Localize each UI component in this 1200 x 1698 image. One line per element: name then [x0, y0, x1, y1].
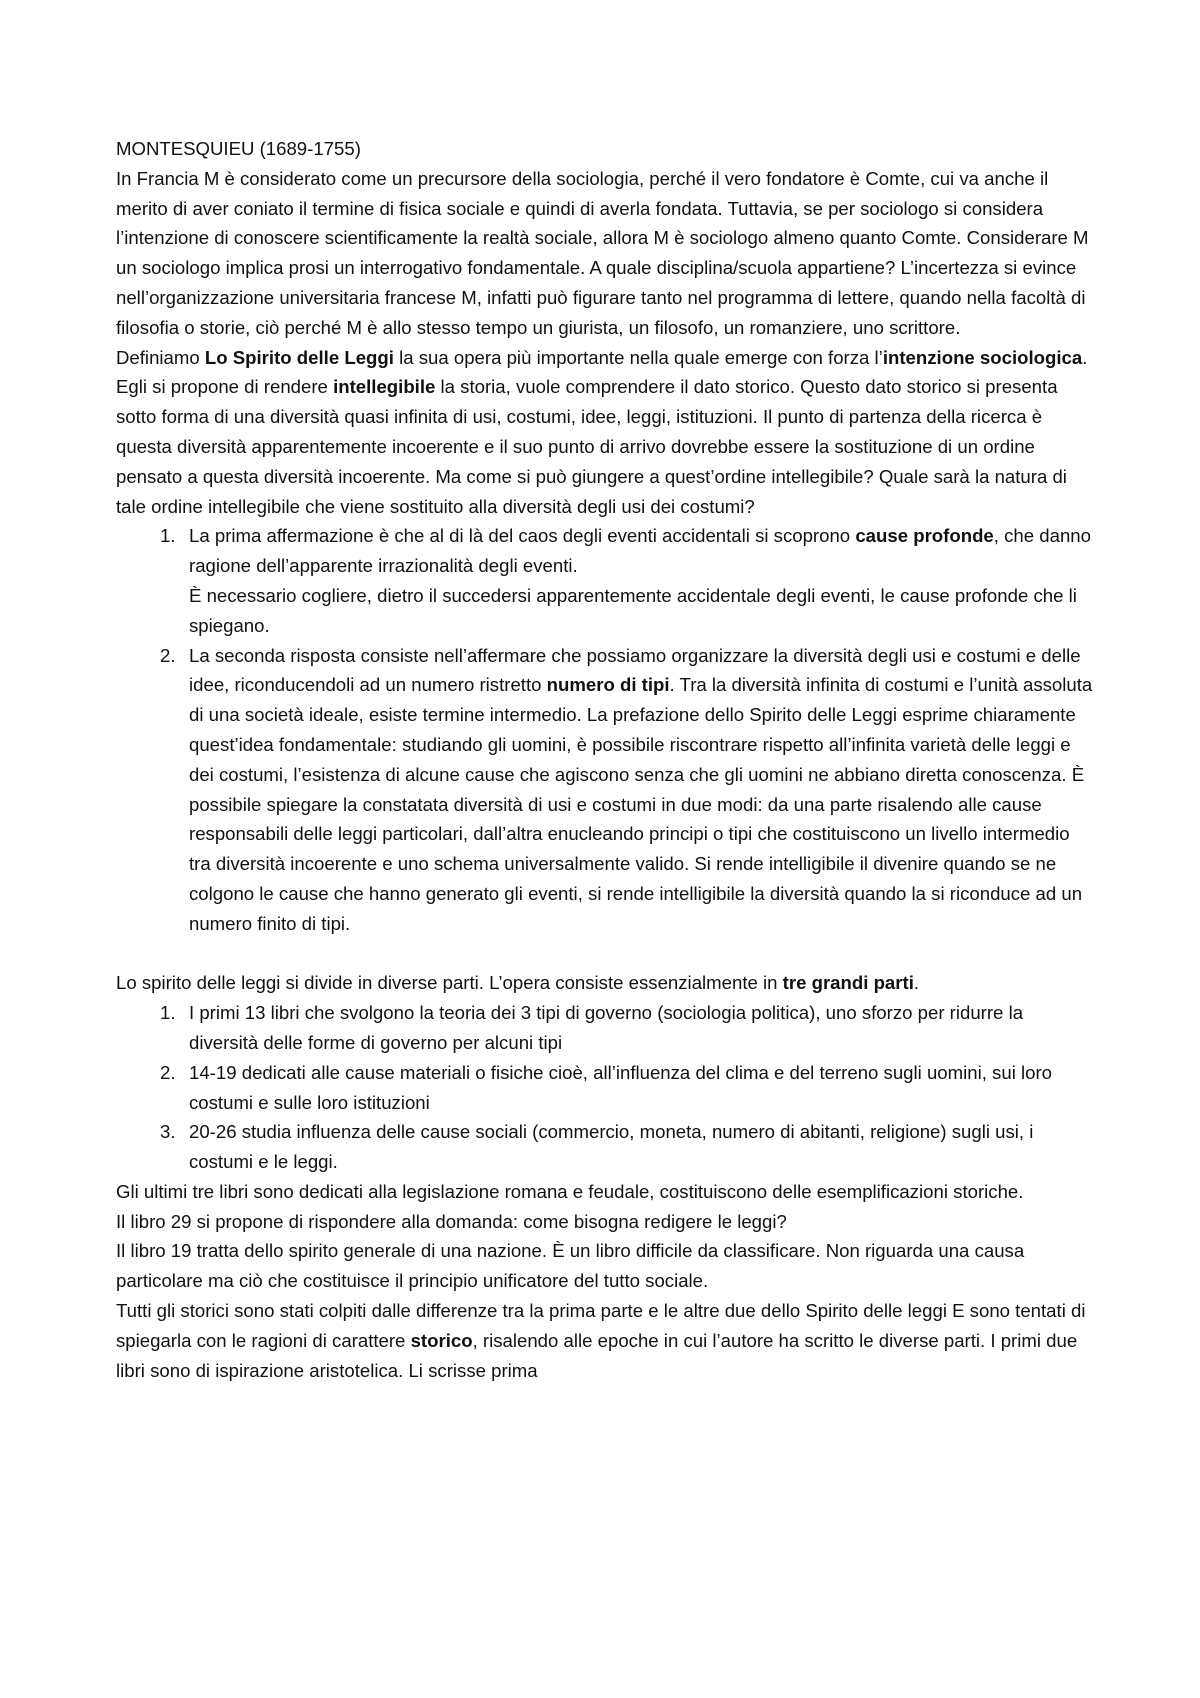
list-number: 3. [160, 1121, 176, 1143]
list-number: 2. [160, 644, 176, 666]
text-run: 14-19 dedicati alle cause materiali o fisiche cioè, all’influenza del clima e del terreno sugli uomini, sui loro costumi e sulle loro istituzioni [189, 1061, 1052, 1113]
bold-run: numero di tipi [546, 674, 670, 696]
document-page [116, 134, 1096, 1385]
bold-run: intenzione sociologica [882, 346, 1083, 368]
text-run: Tutti gli storici sono stati colpiti dalle differenze tra la prima parte e le altre due dello Spirito delle leggi E sono tentati di spiegarla con le ragioni di carattere [116, 1300, 1086, 1351]
text-run: Definiamo [116, 346, 205, 368]
bold-run: storico [410, 1329, 473, 1351]
text-run: , che danno ragione dell’apparente irrazionalità degli eventi. [189, 525, 1091, 577]
text-run: La seconda risposta consiste nell’affermare che possiamo organizzare la diversità degli usi e costumi e delle idee, riconducendoli ad un numero ristretto [189, 644, 1081, 696]
book-19-paragraph: Il libro 19 tratta dello spirito generale di una nazione. È un libro difficile da classificare. Non riguarda una causa particolare ma ciò che costituisce il principio unificatore del tutto sociale. [116, 1240, 1025, 1292]
text-run: , risalendo alle epoche in cui l’autore ha scritto le diverse parti. I primi due libri sono di ispirazione aristotelica. Li scrisse prima [116, 1329, 1078, 1381]
last-books-paragraph: Gli ultimi tre libri sono dedicati alla legislazione romana e feudale, costituiscono delle esemplificazioni storiche. [116, 1180, 1024, 1202]
text-run: I primi 13 libri che svolgono la teoria dei 3 tipi di governo (sociologia politica), uno sforzo per ridurre la diversità delle forme di governo per alcuni tipi [189, 1002, 1024, 1053]
parts-list [116, 998, 1096, 1177]
answers-list [116, 521, 1096, 938]
list-item [160, 1117, 1096, 1177]
blank-line [116, 939, 1096, 969]
text-run: Lo spirito delle leggi si divide in diverse parti. L’opera consiste essenzialmente in [116, 972, 783, 994]
bold-run: Lo Spirito delle Leggi [204, 346, 394, 368]
list-item [160, 521, 1096, 640]
text-run: la sua opera più importante nella quale emerge con forza l’ [393, 346, 883, 368]
text-run: La prima affermazione è che al di là del caos degli eventi accidentali si scoprono [189, 525, 856, 547]
list-item [160, 998, 1096, 1058]
historians-paragraph [116, 1296, 1096, 1385]
intro-paragraph: In Francia M è considerato come un precursore della sociologia, perché il vero fondatore è Comte, cui va anche il merito di aver coniato il termine di fisica sociale e quindi di averla fondata. Tuttavia, se per sociologo si considera l’intenzione di conoscere scientificamente la realtà sociale, allora M è sociologo almeno quanto Comte. Considerare M un sociologo implica prosi un interrogativo fondamentale. A quale disciplina/scuola appartiene? L’incertezza si evince nell’organizzazione universitaria francese M, infatti può figurare tanto nel programma di lettere, quando nella facoltà di filosofia o storie, ciò perché M è allo stesso tempo un giurista, un filosofo, un romanziere, uno scrittore. [116, 167, 1089, 338]
list-item [160, 1058, 1096, 1118]
book-29-paragraph: Il libro 29 si propone di rispondere alla domanda: come bisogna redigere le leggi? [116, 1210, 787, 1232]
text-run: la storia, vuole comprendere il dato storico. Questo dato storico si presenta sotto forma di una diversità quasi infinita di usi, costumi, idee, leggi, istituzioni. Il punto di partenza della ricerca è questa diversità apparentemente incoerente e il suo punto di arrivo dovrebbe essere la sostituzione di un ordine pensato a questa diversità incoerente. Ma come si può giungere a quest’ordine intellegibile? Quale sarà la natura di tale ordine intellegibile che viene sostituito alla diversità degli usi dei costumi? [116, 376, 1067, 517]
parts-paragraph [116, 968, 1096, 998]
list-number: 2. [160, 1061, 176, 1083]
text-run: È necessario cogliere, dietro il succedersi apparentemente accidentale degli eventi, le cause profonde che li spiegano. [189, 584, 1077, 636]
text-run: . Tra la diversità infinita di costumi e l’unità assoluta di una società ideale, esiste termine intermedio. La prefazione dello Spirito delle Leggi esprime chiaramente quest’idea fondamentale: studiando gli uomini, è possibile riscontrare rispetto all’infinita varietà delle leggi e dei costumi, l’esistenza di alcune cause che agiscono senza che gli uomini ne abbiano diretta conoscenza. È possibile spiegare la constatata diversità di usi e costumi in due modi: da una parte risalendo alle cause responsabili delle leggi particolari, dall’altra enucleando principi o tipi che costituiscono un livello intermedio tra diversità incoerente e uno schema universalmente valido. Si rende intelligibile il divenire quando se ne colgono le cause che hanno generato gli eventi, si rende intelligibile la diversità quando la si riconduce ad un numero finito di tipi. [189, 674, 1093, 934]
bold-run: intellegibile [333, 376, 436, 398]
list-item [160, 641, 1096, 939]
list-number: 1. [160, 525, 176, 547]
bold-run: tre grandi parti [782, 972, 914, 994]
document-title: MONTESQUIEU (1689-1755) [116, 138, 361, 159]
list-number: 1. [160, 1002, 176, 1024]
text-run: . Egli si propone di rendere [116, 346, 1088, 398]
text-run: 20-26 studia influenza delle cause sociali (commercio, moneta, numero di abitanti, religione) sugli usi, i costumi e le leggi. [189, 1121, 1034, 1173]
spirit-of-laws-paragraph [116, 343, 1096, 522]
text-run: . [913, 972, 920, 994]
bold-run: cause profonde [855, 525, 994, 547]
